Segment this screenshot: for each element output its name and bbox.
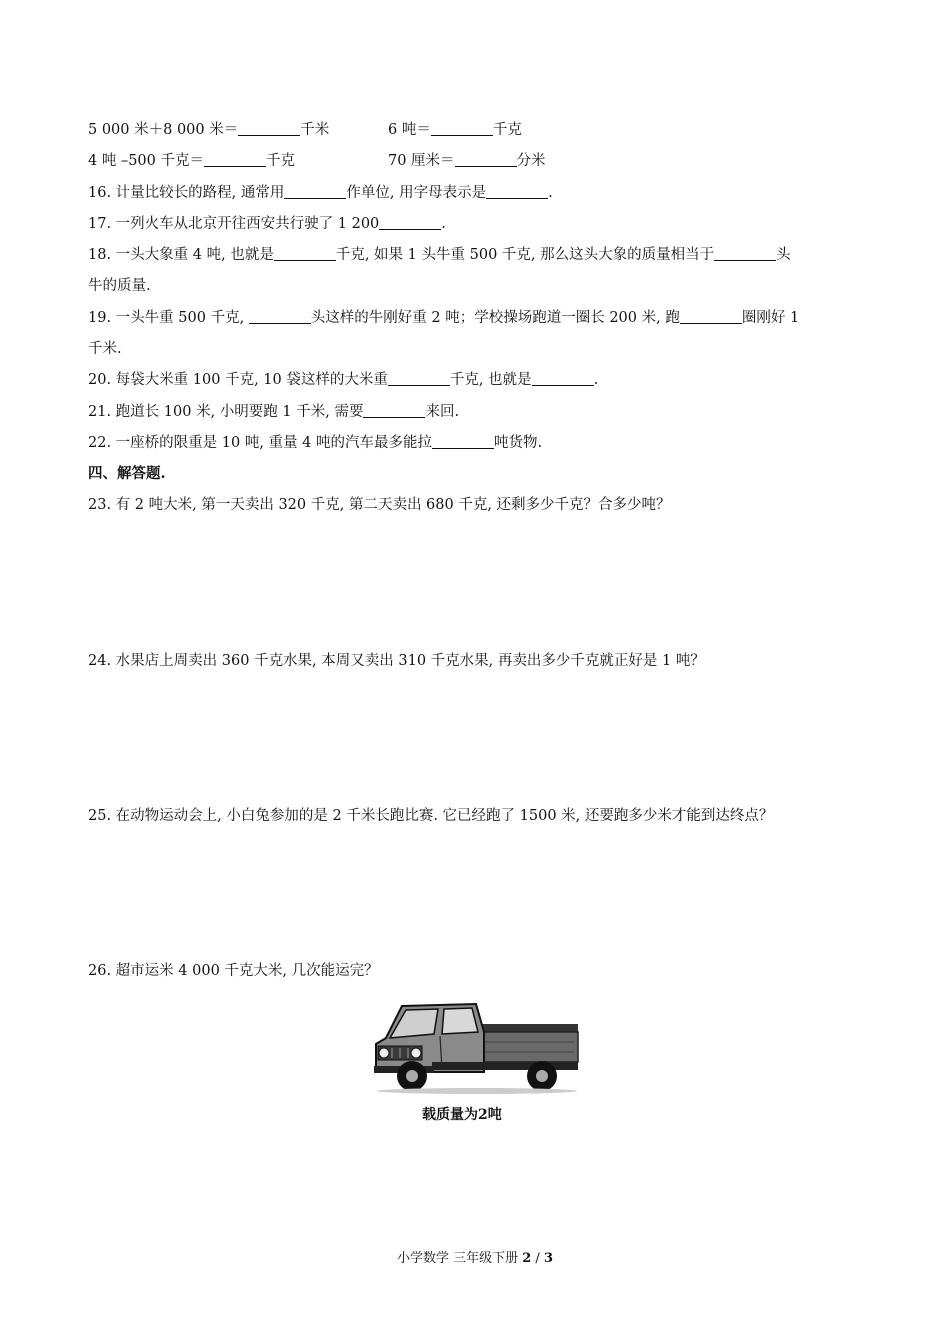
question-22 xyxy=(88,433,542,453)
answer-blank[interactable] xyxy=(432,434,494,449)
answer-blank[interactable] xyxy=(204,152,266,167)
text: . xyxy=(441,216,446,232)
question-25: 25. 在动物运动会上, 小白兔参加的是 2 千米长跑比赛. 它已经跑了 1500 米, 还要跑多少米才能到达终点？ xyxy=(88,808,774,824)
text: 千克 xyxy=(492,122,522,138)
text: 4 吨 –500 千克＝ xyxy=(88,153,204,169)
text: 头 xyxy=(776,247,791,263)
text: 千克, 如果 1 头牛重 500 千克, 那么这头大象的质量相当于 xyxy=(335,247,715,263)
text: 牛的质量. xyxy=(88,278,151,294)
text: 20. 每袋大米重 100 千克, 10 袋这样的大米重 xyxy=(88,372,388,388)
answer-blank[interactable] xyxy=(238,121,300,136)
text: 千克, 也就是 xyxy=(449,372,532,388)
question-24: 24. 水果店上周卖出 360 千克水果, 本周又卖出 310 千克水果, 再卖出多少千克就正好是 1 吨？ xyxy=(88,653,705,669)
answer-blank[interactable] xyxy=(714,246,776,261)
question-26: 26. 超市运米 4 000 千克大米, 几次能运完？ xyxy=(88,963,379,979)
answer-blank[interactable] xyxy=(388,371,450,386)
answer-blank[interactable] xyxy=(455,152,517,167)
text: . xyxy=(593,372,599,388)
text: 头这样的牛刚好重 2 吨；学校操场跑道一圈长 200 米, 跑 xyxy=(310,310,680,326)
answer-blank[interactable] xyxy=(274,246,336,261)
text: 分米 xyxy=(516,153,546,169)
answer-blank[interactable] xyxy=(532,371,594,386)
conversion-2 xyxy=(388,120,522,140)
question-19 xyxy=(88,308,799,328)
answer-blank[interactable] xyxy=(249,309,311,324)
text: 来回. xyxy=(425,404,460,420)
question-19-cont xyxy=(88,339,122,359)
text: 18. 一头大象重 4 吨, 也就是 xyxy=(88,247,274,263)
answer-blank[interactable] xyxy=(486,184,548,199)
page-footer xyxy=(0,1247,950,1266)
answer-blank[interactable] xyxy=(363,403,425,418)
text: 21. 跑道长 100 米, 小明要跑 1 千米, 需要 xyxy=(88,404,364,420)
answer-blank[interactable] xyxy=(284,184,346,199)
page-separator: / xyxy=(531,1251,544,1266)
question-18 xyxy=(88,245,791,265)
answer-blank[interactable] xyxy=(431,121,493,136)
question-23: 23. 有 2 吨大米, 第一天卖出 320 千克, 第二天卖出 680 千克, 还剩多少千克？合多少吨？ xyxy=(88,497,671,513)
text: 吨货物. xyxy=(494,435,543,451)
conversion-4 xyxy=(388,151,546,171)
truck-illustration xyxy=(372,998,582,1094)
question-16 xyxy=(88,183,553,203)
conversion-1 xyxy=(88,120,329,140)
truck-caption: 载质量为2吨 xyxy=(422,1107,502,1123)
text: . xyxy=(548,185,553,201)
answer-blank[interactable] xyxy=(379,215,441,230)
question-21 xyxy=(88,402,459,422)
text: 5 000 米＋8 000 米＝ xyxy=(88,122,239,138)
text: 70 厘米＝ xyxy=(388,153,455,169)
question-18-cont xyxy=(88,276,151,296)
text: 22. 一座桥的限重是 10 吨, 重量 4 吨的汽车最多能拉 xyxy=(88,435,432,451)
text: 17. 一列火车从北京开往西安共行驶了 1 200 xyxy=(88,216,380,232)
text: 千米. xyxy=(88,341,122,357)
text: 19. 一头牛重 500 千克, xyxy=(88,310,249,326)
page-number: 2 xyxy=(522,1251,532,1266)
text: 6 吨＝ xyxy=(388,122,431,138)
page-total: 3 xyxy=(543,1251,553,1266)
text: 千克 xyxy=(265,153,295,169)
conversion-3 xyxy=(88,151,295,171)
footer-subject: 小学数学 三年级下册 xyxy=(396,1251,523,1266)
section-heading: 四、解答题. xyxy=(88,465,166,482)
text: 千米 xyxy=(300,122,330,138)
text: 圈刚好 1 xyxy=(741,310,800,326)
question-20 xyxy=(88,370,598,390)
text: 16. 计量比较长的路程, 通常用 xyxy=(88,185,285,201)
text: 作单位, 用字母表示是 xyxy=(346,185,487,201)
answer-blank[interactable] xyxy=(680,309,742,324)
question-17 xyxy=(88,214,446,234)
